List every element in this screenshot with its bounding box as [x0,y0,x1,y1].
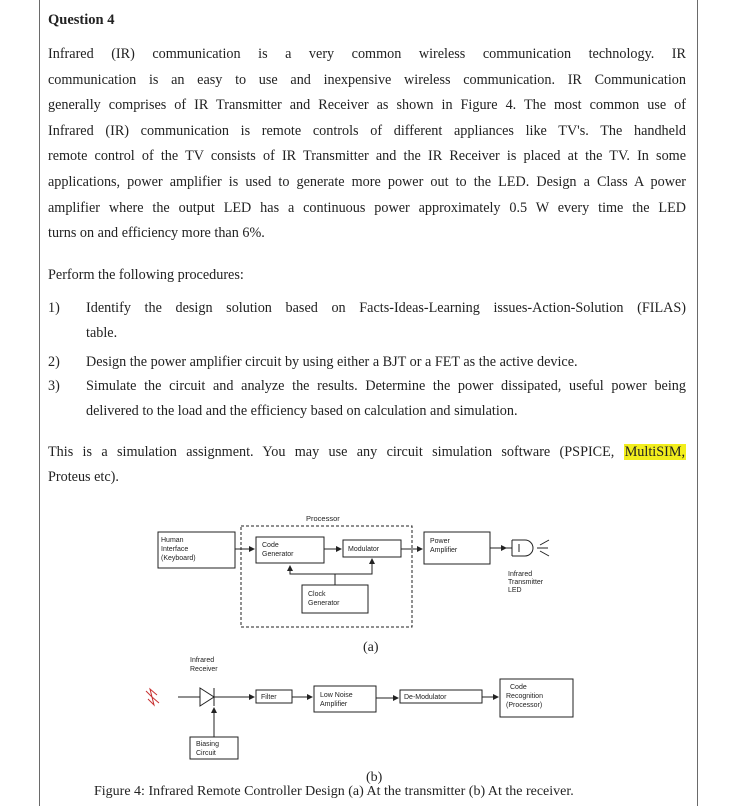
processor-label: Processor [306,514,340,523]
ir-receiver-line: Infrared [190,657,215,664]
figure-sublabel-a: (a) [363,640,379,655]
power-amplifier-line: Power [430,538,450,545]
figure-caption: Figure 4: Infrared Remote Controller Design (a) At the transmitter (b) At the receiver. [94,784,574,799]
question-title: Question 4 [48,12,115,28]
procedure-number: 3) [48,378,60,394]
procedures-heading: Perform the following procedures: [48,267,244,283]
procedure-line: delivered to the load and the efficiency based on calculation and simulation. [86,403,518,419]
intro-line: remote control of the TV consists of IR Transmitter and the IR Receiver is placed at the TV. In some [48,148,686,165]
code-generator-line: Code [262,542,279,549]
human-interface-line: Human [161,537,184,544]
procedure-line: table. [86,325,118,341]
highlighted-multisim: MultiSIM, [624,444,685,460]
intro-line: generally comprises of IR Transmitter and Receiver as shown in Figure 4. The most common use of [48,97,686,114]
human-interface-line: (Keyboard) [161,555,196,562]
intro-line: turns on and efficiency more than 6%. [48,225,265,242]
figure-sublabel-b: (b) [366,770,383,785]
procedure-number: 2) [48,354,60,370]
ir-transmitter-line: Infrared [508,571,533,578]
ir-receiver-icon [146,688,236,706]
low-noise-amplifier-line: Low Noise [320,692,353,699]
intro-line: Infrared (IR) communication is a very common wireless communication technology. IR [48,46,686,62]
procedure-line: Identify the design solution based on Facts-Ideas-Learning issues-Action-Solution (FILAS) [86,300,686,316]
simulation-note-text: This is a simulation assignment. You may use any circuit simulation software (PSPICE, [48,444,624,460]
procedure-line: Design the power amplifier circuit by using either a BJT or a FET as the active device. [86,354,578,370]
biasing-circuit-line: Biasing [196,741,219,748]
code-recognition-line: Recognition [506,693,543,700]
biasing-circuit-line: Circuit [196,750,216,757]
intro-line: amplifier where the output LED has a continuous power approximately 0.5 W every time the LED [48,199,686,216]
procedure-line: Simulate the circuit and analyze the results. Determine the power dissipated, useful power being [86,378,686,394]
intro-line: applications, power amplifier is used to generate more power out to the LED. Design a Class A power [48,173,686,190]
intro-line: Infrared (IR) communication is remote controls of different appliances like TV's. The handheld [48,122,686,139]
ir-transmitter-line: LED [508,587,522,594]
clock-generator-box [302,585,368,613]
code-recognition-line: (Processor) [506,702,543,709]
simulation-note-line: Proteus etc). [48,469,119,485]
ir-led-icon [506,540,549,556]
clock-generator-line: Clock [308,591,326,598]
code-recognition-line: Code [510,684,527,691]
procedure-number: 1) [48,300,60,316]
low-noise-amplifier-line: Amplifier [320,701,348,708]
power-amplifier-line: Amplifier [430,547,458,554]
modulator-label: Modulator [348,546,380,553]
clock-generator-line: Generator [308,600,340,607]
demodulator-label: De-Modulator [404,694,447,701]
low-noise-amplifier-box [314,686,376,712]
intro-line: communication is an easy to use and inexpensive wireless communication. IR Communication [48,71,686,88]
code-generator-line: Generator [262,551,294,558]
human-interface-line: Interface [161,546,189,553]
ir-transmitter-line: Transmitter [508,579,544,586]
filter-label: Filter [261,694,277,701]
code-generator-box [256,537,324,563]
ir-receiver-line: Receiver [190,666,218,673]
